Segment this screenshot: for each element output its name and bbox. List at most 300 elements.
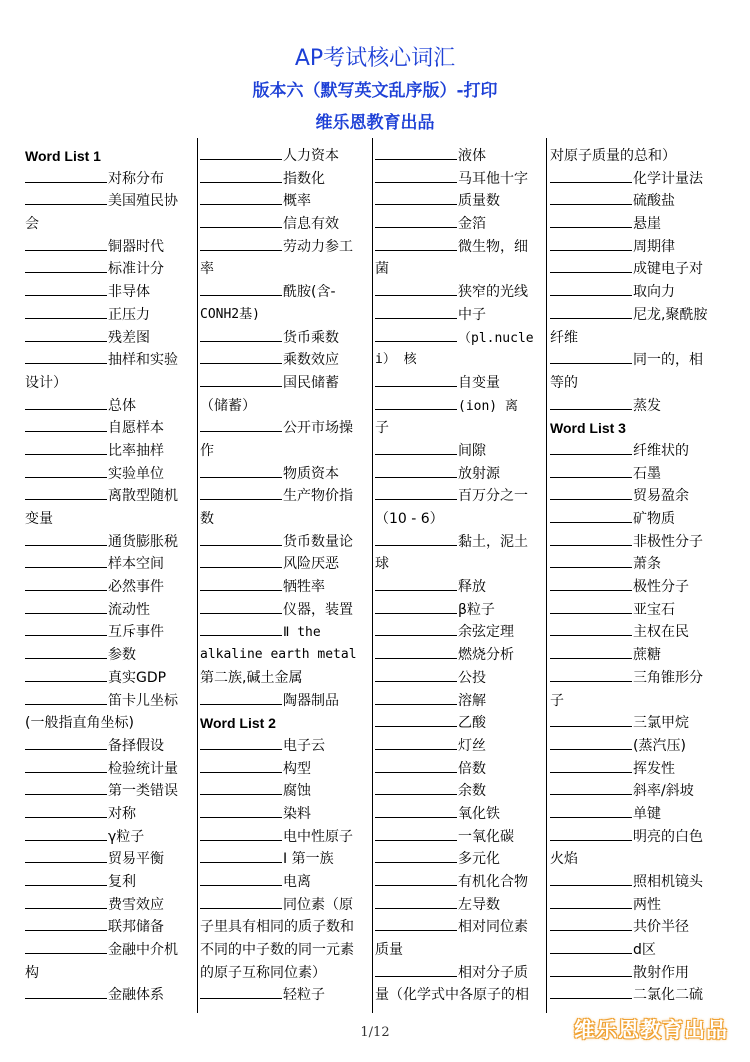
answer-blank[interactable] (25, 440, 107, 455)
vocab-meaning: 三氯甲烷 (633, 715, 689, 732)
answer-blank[interactable] (550, 236, 632, 251)
answer-blank[interactable] (375, 599, 457, 614)
vocab-meaning: 悬崖 (633, 216, 661, 233)
document-subtitle: 版本六（默写英文乱序版）-打印 (252, 81, 498, 101)
answer-blank[interactable] (200, 281, 282, 296)
vocab-meaning: 黏土，泥土 (458, 533, 528, 550)
vocab-meaning: 笛卡儿坐标 (108, 692, 178, 709)
answer-blank[interactable] (375, 644, 457, 659)
vocab-entry (550, 621, 715, 644)
answer-blank[interactable] (550, 599, 632, 614)
vocab-entry (375, 576, 540, 599)
vocab-entry (200, 894, 365, 917)
answer-blank[interactable] (200, 236, 282, 251)
vocab-meaning: 信息有效 (283, 216, 339, 233)
vocab-entry (25, 349, 190, 372)
vocab-meaning: 质量数 (458, 193, 500, 210)
vocab-meaning: 货币乘数 (283, 329, 339, 346)
answer-blank[interactable] (375, 894, 457, 909)
answer-blank[interactable] (200, 894, 282, 909)
word-list-heading: Word List 2 (200, 715, 276, 732)
vocab-entry (375, 168, 540, 191)
vocab-entry (375, 621, 540, 644)
vocab-meaning: 比率抽样 (108, 442, 164, 459)
vocab-meaning: 石墨 (633, 465, 661, 482)
vocab-continuation: 对原子质量的总和） (550, 148, 676, 164)
answer-blank[interactable] (200, 168, 282, 183)
vocab-meaning: 自变量 (458, 374, 500, 391)
vocab-entry (25, 327, 190, 350)
answer-blank[interactable] (200, 531, 282, 546)
vocab-entry (25, 621, 190, 644)
answer-blank[interactable] (375, 304, 457, 319)
answer-blank[interactable] (375, 576, 457, 591)
answer-blank[interactable] (200, 599, 282, 614)
answer-blank[interactable] (550, 962, 632, 977)
answer-blank[interactable] (200, 463, 282, 478)
answer-blank[interactable] (200, 417, 282, 432)
vocab-meaning: 美国殖民协 (108, 193, 178, 210)
vocab-entry (25, 644, 190, 667)
vocab-meaning: 挥发性 (633, 760, 675, 777)
answer-blank[interactable] (375, 871, 457, 886)
answer-blank[interactable] (375, 395, 457, 410)
vocab-meaning: 单键 (633, 805, 661, 822)
answer-blank[interactable] (375, 758, 457, 773)
answer-blank[interactable] (200, 349, 282, 364)
word-column-4 (550, 145, 715, 1010)
vocab-meaning: 贸易平衡 (108, 851, 164, 868)
vocab-meaning: 散射作用 (633, 964, 689, 981)
answer-blank[interactable] (550, 508, 632, 523)
answer-blank[interactable] (550, 553, 632, 568)
answer-blank[interactable] (375, 236, 457, 251)
vocab-entry (375, 599, 540, 622)
answer-blank[interactable] (550, 894, 632, 909)
answer-blank[interactable] (550, 395, 632, 410)
vocab-continuation: 的原子互称同位素） (200, 964, 326, 981)
vocab-entry (200, 463, 365, 486)
vocab-entry (200, 168, 365, 191)
answer-blank[interactable] (550, 916, 632, 931)
vocab-entry (200, 621, 365, 644)
answer-blank[interactable] (25, 599, 107, 614)
vocab-meaning: 共价半径 (633, 919, 689, 936)
vocab-entry (550, 213, 715, 236)
answer-blank[interactable] (25, 735, 107, 750)
vocab-entry (200, 758, 365, 781)
vocab-meaning: 腐蚀 (283, 783, 311, 800)
vocab-continuation: 纤维 (550, 329, 578, 346)
answer-blank[interactable] (25, 553, 107, 568)
vocab-continuation: 火焰 (550, 851, 578, 868)
vocab-entry (550, 962, 715, 985)
answer-blank[interactable] (375, 531, 457, 546)
answer-blank[interactable] (25, 690, 107, 705)
vocab-entry (200, 871, 365, 894)
answer-blank[interactable] (25, 894, 107, 909)
vocab-meaning: （pl.nucle (458, 330, 534, 346)
answer-blank[interactable] (550, 826, 632, 841)
vocab-continuation: 第二族,碱土金属 (200, 669, 303, 686)
answer-blank[interactable] (200, 803, 282, 818)
vocab-entry (550, 531, 715, 554)
vocab-entry (25, 939, 190, 962)
vocab-meaning: 构型 (283, 760, 311, 777)
vocab-meaning: 倍数 (458, 760, 486, 777)
answer-blank[interactable] (200, 485, 282, 500)
answer-blank[interactable] (25, 417, 107, 432)
vocab-continuation: 变量 (25, 511, 53, 527)
vocab-meaning: 牺牲率 (283, 579, 325, 596)
vocab-meaning: 矿物质 (633, 511, 675, 527)
vocab-meaning: 概率 (283, 193, 311, 210)
vocab-entry (375, 803, 540, 826)
vocab-meaning: γ粒子 (108, 828, 145, 845)
vocab-entry (550, 258, 715, 281)
vocab-entry (375, 644, 540, 667)
vocab-entry (550, 826, 715, 849)
answer-blank[interactable] (25, 395, 107, 410)
vocab-entry (550, 304, 715, 327)
vocab-entry (375, 145, 540, 168)
answer-blank[interactable] (25, 327, 107, 342)
vocab-entry (375, 327, 540, 350)
answer-blank[interactable] (375, 690, 457, 705)
vocab-meaning: 对称分布 (108, 170, 164, 187)
answer-blank[interactable] (200, 576, 282, 591)
answer-blank[interactable] (25, 758, 107, 773)
vocab-continuation: 子里具有相同的质子数和 (200, 919, 354, 936)
vocab-meaning: 灯丝 (458, 737, 486, 754)
answer-blank[interactable] (25, 304, 107, 319)
answer-blank[interactable] (25, 281, 107, 296)
vocab-entry (375, 667, 540, 690)
vocab-meaning: 非极性分子 (633, 533, 703, 550)
vocab-entry (200, 531, 365, 554)
vocab-entry (550, 758, 715, 781)
vocab-entry (200, 735, 365, 758)
vocab-meaning: 真实GDP (108, 669, 167, 686)
answer-blank[interactable] (550, 213, 632, 228)
vocab-meaning: 照相机镜头 (633, 874, 703, 890)
vocab-entry (550, 871, 715, 894)
vocab-entry (200, 848, 365, 871)
vocab-meaning: 蒸发 (633, 397, 661, 414)
vocab-entry (550, 644, 715, 667)
answer-blank[interactable] (550, 758, 632, 773)
vocab-meaning: 狭窄的光线 (458, 284, 528, 301)
vocab-continuation: 子 (375, 420, 389, 437)
vocab-entry (550, 667, 715, 690)
word-column-1 (25, 145, 190, 1010)
vocab-entry (550, 894, 715, 917)
vocab-entry (200, 417, 365, 440)
vocab-meaning: 斜率/斜坡 (633, 783, 694, 800)
answer-blank[interactable] (550, 939, 632, 954)
answer-blank[interactable] (25, 984, 107, 999)
answer-blank[interactable] (550, 871, 632, 886)
vocab-entry (375, 440, 540, 463)
vocab-meaning: 相对同位素 (458, 919, 528, 936)
vocab-meaning: 公投 (458, 669, 486, 686)
answer-blank[interactable] (200, 621, 282, 636)
vocab-meaning: 劳动力参工 (283, 238, 353, 255)
vocab-entry (25, 236, 190, 259)
vocab-meaning: 余数 (458, 783, 486, 800)
answer-blank[interactable] (25, 531, 107, 546)
vocab-continuation: (一般指直角坐标) (25, 715, 134, 732)
vocab-meaning: 国民储蓄 (283, 374, 339, 391)
vocab-entry (25, 848, 190, 871)
vocab-continuation: （10 - 6） (375, 511, 444, 527)
vocab-entry (550, 395, 715, 418)
vocab-meaning: 释放 (458, 579, 486, 596)
vocab-meaning: 贸易盈余 (633, 488, 689, 505)
vocab-entry (25, 463, 190, 486)
vocab-entry (375, 712, 540, 735)
vocab-meaning: 物质资本 (283, 465, 339, 482)
answer-blank[interactable] (25, 258, 107, 273)
word-list-heading: Word List 3 (550, 420, 626, 437)
vocab-meaning: 染料 (283, 805, 311, 822)
answer-blank[interactable] (25, 644, 107, 659)
answer-blank[interactable] (200, 735, 282, 750)
document-title: AP考试核心词汇 (294, 46, 456, 71)
answer-blank[interactable] (200, 758, 282, 773)
vocab-meaning: 联邦储备 (108, 919, 164, 936)
word-column-3 (375, 145, 540, 1010)
answer-blank[interactable] (550, 168, 632, 183)
answer-blank[interactable] (25, 826, 107, 841)
vocab-continuation: 量（化学式中各原子的相 (375, 987, 529, 1004)
answer-blank[interactable] (375, 145, 457, 160)
answer-blank[interactable] (200, 826, 282, 841)
vocab-meaning: 相对分子质 (458, 964, 528, 981)
answer-blank[interactable] (25, 463, 107, 478)
answer-blank[interactable] (25, 236, 107, 251)
vocab-meaning: (蒸汽压) (633, 737, 686, 754)
answer-blank[interactable] (200, 871, 282, 886)
answer-blank[interactable] (375, 621, 457, 636)
vocab-continuation: 作 (200, 442, 214, 459)
answer-blank[interactable] (375, 667, 457, 682)
vocab-entry (375, 780, 540, 803)
vocab-meaning: 总体 (108, 397, 136, 414)
vocab-meaning: 余弦定理 (458, 624, 514, 641)
answer-blank[interactable] (550, 304, 632, 319)
answer-blank[interactable] (25, 939, 107, 954)
vocab-entry (25, 916, 190, 939)
answer-blank[interactable] (200, 553, 282, 568)
answer-blank[interactable] (25, 168, 107, 183)
vocab-entry (550, 939, 715, 962)
vocab-entry (550, 349, 715, 372)
answer-blank[interactable] (200, 190, 282, 205)
answer-blank[interactable] (550, 712, 632, 727)
answer-blank[interactable] (375, 327, 457, 342)
answer-blank[interactable] (25, 916, 107, 931)
vocab-meaning: 成键电子对 (633, 261, 703, 278)
answer-blank[interactable] (25, 485, 107, 500)
answer-blank[interactable] (375, 440, 457, 455)
answer-blank[interactable] (550, 576, 632, 591)
answer-blank[interactable] (550, 667, 632, 682)
answer-blank[interactable] (25, 190, 107, 205)
vocab-meaning: 对称 (108, 805, 136, 822)
answer-blank[interactable] (375, 803, 457, 818)
answer-blank[interactable] (25, 871, 107, 886)
answer-blank[interactable] (375, 463, 457, 478)
vocab-entry (375, 531, 540, 554)
vocab-meaning: Ⅰ 第一族 (283, 851, 334, 868)
vocab-meaning: 极性分子 (633, 579, 689, 596)
answer-blank[interactable] (25, 349, 107, 364)
column-divider (197, 138, 198, 1013)
answer-blank[interactable] (550, 349, 632, 364)
vocab-entry (200, 826, 365, 849)
answer-blank[interactable] (550, 984, 632, 999)
vocab-entry (200, 690, 365, 713)
answer-blank[interactable] (550, 258, 632, 273)
vocab-meaning: 生产物价指 (283, 488, 353, 505)
vocab-entry (550, 984, 715, 1007)
vocab-entry (550, 599, 715, 622)
answer-blank[interactable] (200, 145, 282, 160)
vocab-entry (375, 236, 540, 259)
answer-blank[interactable] (375, 962, 457, 977)
answer-blank[interactable] (550, 803, 632, 818)
watermark-logo: 维乐恩教育出品 (574, 1018, 728, 1042)
vocab-entry (200, 984, 365, 1007)
vocab-meaning: 周期律 (633, 238, 675, 255)
answer-blank[interactable] (200, 848, 282, 863)
vocab-entry (25, 576, 190, 599)
answer-blank[interactable] (550, 281, 632, 296)
vocab-entry (200, 803, 365, 826)
vocab-entry (375, 871, 540, 894)
vocab-entry (25, 304, 190, 327)
answer-blank[interactable] (375, 848, 457, 863)
answer-blank[interactable] (200, 372, 282, 387)
page-header (0, 44, 750, 138)
vocab-entry (200, 372, 365, 395)
answer-blank[interactable] (375, 213, 457, 228)
vocab-continuation: 球 (375, 556, 389, 573)
vocab-meaning: 检验统计量 (108, 760, 178, 777)
vocab-meaning: d区 (633, 942, 656, 959)
vocab-entry (375, 485, 540, 508)
vocab-entry (550, 168, 715, 191)
vocab-meaning: 同位素（原 (283, 896, 353, 913)
answer-blank[interactable] (550, 735, 632, 750)
vocab-meaning: 金融中介机 (108, 942, 178, 959)
answer-blank[interactable] (550, 440, 632, 455)
vocab-meaning: 多元化 (458, 851, 500, 868)
publisher-name: 维乐恩教育出品 (315, 113, 435, 133)
vocab-meaning: 标准计分 (108, 261, 164, 278)
answer-blank[interactable] (375, 735, 457, 750)
vocab-meaning: 仪器，装置 (283, 601, 353, 618)
vocab-meaning: 货币数量论 (283, 533, 353, 550)
answer-blank[interactable] (200, 690, 282, 705)
answer-blank[interactable] (550, 485, 632, 500)
vocab-entry (25, 894, 190, 917)
answer-blank[interactable] (550, 190, 632, 205)
vocab-meaning: 离散型随机 (108, 488, 178, 505)
answer-blank[interactable] (25, 780, 107, 795)
answer-blank[interactable] (25, 667, 107, 682)
answer-blank[interactable] (550, 644, 632, 659)
answer-blank[interactable] (550, 531, 632, 546)
answer-blank[interactable] (200, 327, 282, 342)
vocab-entry (200, 236, 365, 259)
vocab-meaning: 金融体系 (108, 987, 164, 1004)
vocab-meaning: 微生物，细 (458, 238, 528, 255)
vocab-entry (375, 690, 540, 713)
answer-blank[interactable] (25, 621, 107, 636)
vocab-entry (25, 871, 190, 894)
vocab-meaning: 三角锥形分 (633, 669, 703, 686)
vocab-entry (200, 576, 365, 599)
answer-blank[interactable] (200, 213, 282, 228)
vocab-meaning: 有机化合物 (458, 874, 528, 890)
answer-blank[interactable] (375, 372, 457, 387)
vocab-entry (25, 984, 190, 1007)
word-list-heading: Word List 1 (25, 148, 101, 164)
vocab-meaning: 乘数效应 (283, 352, 339, 369)
answer-blank[interactable] (550, 621, 632, 636)
vocab-meaning: 燃烧分析 (458, 647, 514, 664)
vocab-continuation: 率 (200, 261, 214, 278)
vocab-entry (375, 190, 540, 213)
vocab-meaning: 蔗糖 (633, 647, 661, 664)
answer-blank[interactable] (25, 848, 107, 863)
answer-blank[interactable] (375, 916, 457, 931)
answer-blank[interactable] (375, 168, 457, 183)
answer-blank[interactable] (375, 485, 457, 500)
vocab-entry (375, 916, 540, 939)
vocab-entry (25, 758, 190, 781)
answer-blank[interactable] (25, 803, 107, 818)
answer-blank[interactable] (200, 984, 282, 999)
vocab-meaning: 通货膨胀税 (108, 533, 178, 550)
answer-blank[interactable] (375, 826, 457, 841)
answer-blank[interactable] (375, 780, 457, 795)
vocab-entry (375, 463, 540, 486)
answer-blank[interactable] (375, 712, 457, 727)
vocab-meaning: 化学计量法 (633, 170, 703, 187)
vocab-meaning: 人力资本 (283, 148, 339, 164)
vocab-meaning: 金箔 (458, 216, 486, 233)
vocab-entry (550, 803, 715, 826)
answer-blank[interactable] (25, 576, 107, 591)
vocab-meaning: 复利 (108, 874, 136, 890)
answer-blank[interactable] (550, 780, 632, 795)
vocab-meaning: 必然事件 (108, 579, 164, 596)
answer-blank[interactable] (550, 463, 632, 478)
vocab-meaning: 自愿样本 (108, 420, 164, 437)
answer-blank[interactable] (200, 780, 282, 795)
answer-blank[interactable] (375, 281, 457, 296)
vocab-meaning: 流动性 (108, 601, 150, 618)
vocab-entry (200, 599, 365, 622)
vocab-entry (25, 395, 190, 418)
vocab-meaning: 陶器制品 (283, 692, 339, 709)
answer-blank[interactable] (375, 190, 457, 205)
vocab-meaning: 氧化铁 (458, 805, 500, 822)
vocab-continuation: CONH2基) (200, 306, 260, 322)
